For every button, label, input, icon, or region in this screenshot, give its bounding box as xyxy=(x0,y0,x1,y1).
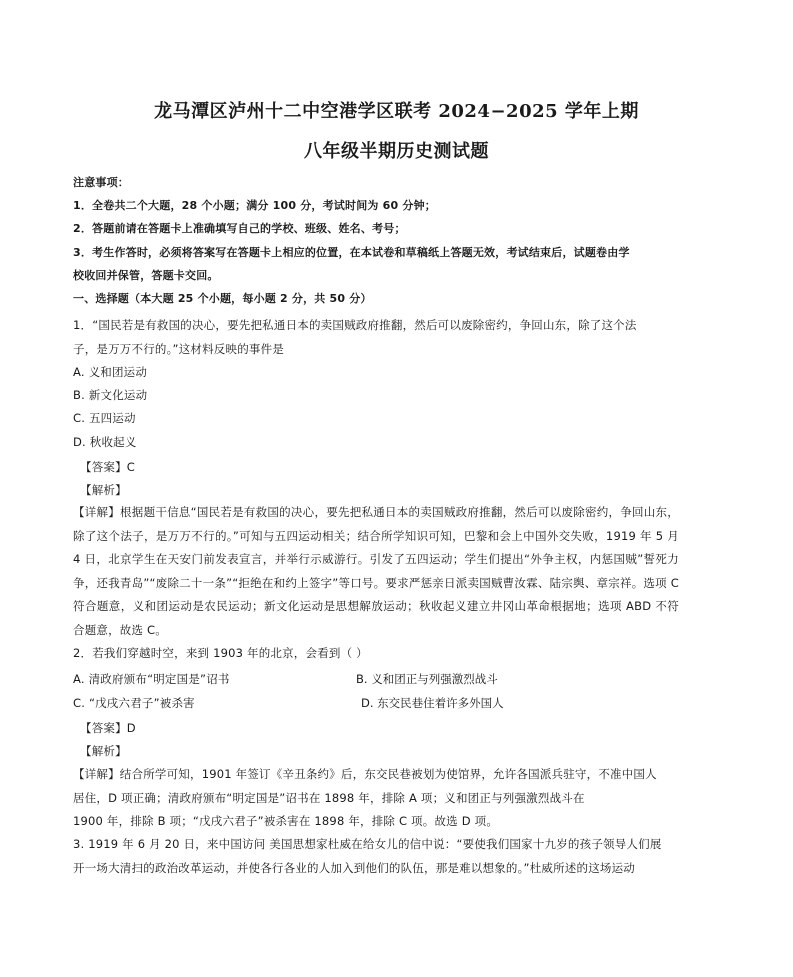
q2-detail-line2: 居住，D 项正确；清政府颁布“明定国是”诏书在 1898 年，排除 A 项；义和团正与列强激烈战斗在 xyxy=(73,791,585,805)
q3-stem-line1: 3. 1919 年 6 月 20 日，来中国访问 美国思想家杜威在给女儿的信中说：“要使我们国家十九岁的孩子领导人们展 xyxy=(73,837,662,851)
q2-analysis-label: 【解析】 xyxy=(80,744,127,758)
q3-stem-line2: 开一场大清扫的政治改革运动，并使各行各业的人加入到他们的队伍，那是难以想象的。”杜威所述的这场运动 xyxy=(73,861,636,875)
q1-option-b: B. 新文化运动 xyxy=(73,388,148,402)
notes-item-2: 2．答题前请在答题卡上准确填写自己的学校、班级、姓名、考号； xyxy=(73,222,406,235)
exam-title-line2: 八年级半期历史测试题 xyxy=(304,141,489,162)
notes-item-3-line2: 校收回并保管，答题卡交回。 xyxy=(73,269,219,282)
q1-option-d: D. 秋收起义 xyxy=(73,435,137,449)
q2-stem: 2．若我们穿越时空，来到 1903 年的北京，会看到（ ） xyxy=(73,646,368,660)
notes-heading: 注意事项： xyxy=(73,176,129,189)
q1-answer: 【答案】C xyxy=(80,460,136,474)
q1-option-c: C. 五四运动 xyxy=(73,411,136,425)
notes-item-1: 1．全卷共二个大题，28 个小题；满分 100 分，考试时间为 60 分钟； xyxy=(73,199,436,212)
q2-option-c: C. “戊戌六君子”被杀害 xyxy=(73,696,195,710)
notes-item-3-line1: 3．考生作答时，必须将答案写在答题卡上相应的位置，在本试卷和草稿纸上答题无效，考试结束后，试题卷由学 xyxy=(73,246,630,259)
q1-stem-line2: 子，是万万不行的。”这材料反映的事件是 xyxy=(73,342,285,356)
q2-option-b: B. 义和团正与列强激烈战斗 xyxy=(356,672,498,686)
q2-option-d: D. 东交民巷住着许多外国人 xyxy=(361,696,504,710)
q2-option-a: A. 清政府颁布“明定国是”诏书 xyxy=(73,672,230,686)
section-heading: 一、选择题（本大题 25 个小题，每小题 2 分，共 50 分） xyxy=(73,292,372,305)
q2-answer: 【答案】D xyxy=(80,721,136,735)
q1-stem-line1: 1．“国民若是有救国的决心，要先把私通日本的卖国贼政府推翻，然后可以废除密约，争回山东，除了这个法 xyxy=(73,318,637,332)
q2-detail-line1: 【详解】结合所学可知，1901 年签订《辛丑条约》后，东交民巷被划为使馆界，允许各国派兵驻守，不准中国人 xyxy=(73,767,657,781)
q1-detail: 【详解】根据题干信息“国民若是有救国的决心，要先把私通日本的卖国贼政府推翻，然后可以废除密约，争回山东，除了这个法子，是万万不行的。”可知与五四运动相关；结合所学知识可知，巴黎和会上中国外交失败，1919 年 5 月 4 日，北京学生在天安门前发表宣言，并举行示威游行。引发了五四运动；学生们提出“外争主权，内惩国贼”誓死力争，还我青岛”“废除二十一条”“拒绝在和约上签字”等口号。要求严惩亲日派卖国贼曹汝霖、陆宗舆、章宗祥。选项 C 符合题意，义和团运动是农民运动；新文化运动是思想解放运动；秋收起义建立井冈山革命根据地；选项 ABD 不符合题意，故选 C。 xyxy=(73,505,679,637)
q1-analysis-label: 【解析】 xyxy=(80,483,127,497)
q2-detail-line3: 1900 年，排除 B 项；“戊戌六君子”被杀害在 1898 年，排除 C 项。故选 D 项。 xyxy=(73,814,499,828)
exam-title-line1: 龙马潭区泸州十二中空港学区联考 2024−2025 学年上期 xyxy=(154,101,639,122)
q1-option-a: A. 义和团运动 xyxy=(73,365,148,379)
